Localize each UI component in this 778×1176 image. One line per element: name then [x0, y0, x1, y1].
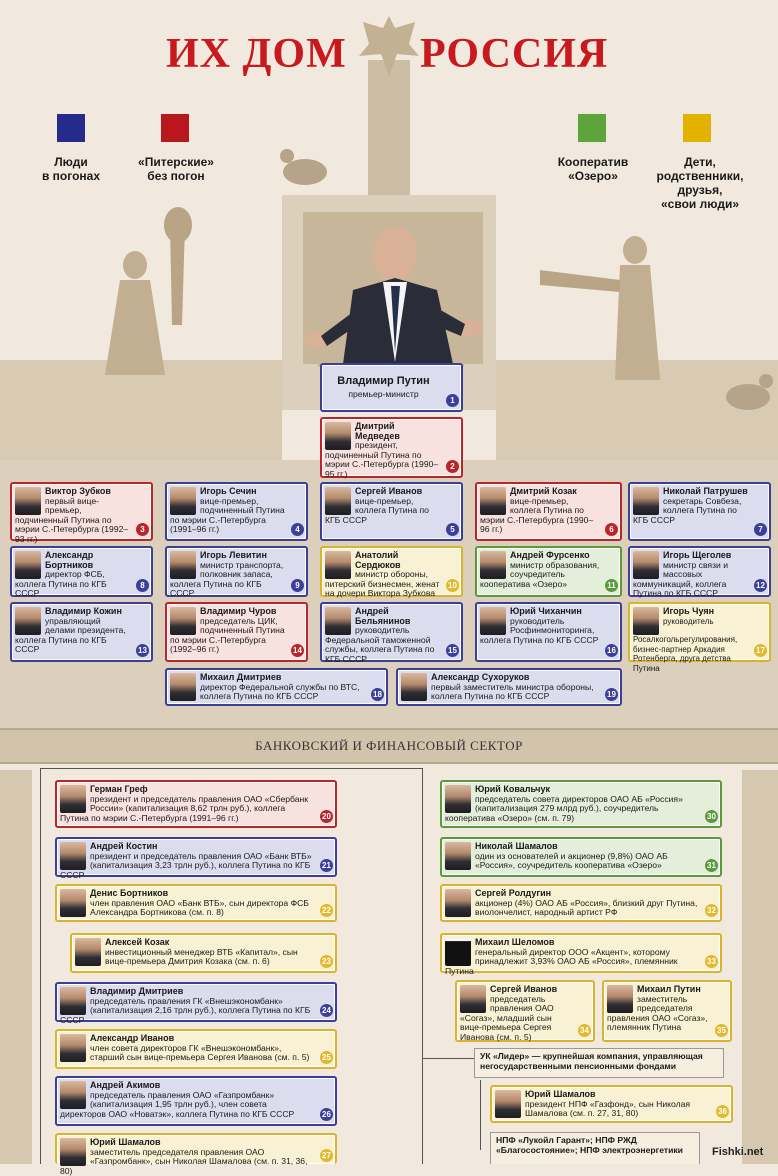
section-title: БАНКОВСКИЙ И ФИНАНСОВЫЙ СЕКТОР: [255, 738, 523, 753]
portrait: [480, 551, 506, 579]
bank-card-22[interactable]: [55, 884, 337, 922]
num-badge: 4: [291, 523, 304, 536]
bank-card-34[interactable]: [455, 980, 595, 1042]
person-desc: председатель правления ОАО «Газпромбанк» (капитализация 1,95 трлн руб.), член совета директоров ОАО «Новатэк», коллега Путина по КГБ СССР: [60, 1089, 295, 1119]
person-name: Юрий Шамалов: [525, 1089, 596, 1099]
portrait: [401, 673, 427, 701]
legend-swatch-green: [578, 114, 606, 142]
person-card-7[interactable]: [628, 482, 771, 541]
num-badge: 19: [605, 688, 618, 701]
bank-card-36[interactable]: [490, 1085, 733, 1123]
right-column: [742, 770, 778, 1164]
num-badge: 24: [320, 1004, 333, 1017]
num-badge: 1: [446, 394, 459, 407]
person-name: Николай Шамалов: [475, 841, 558, 851]
num-badge: 12: [754, 579, 767, 592]
person-name: Дмитрий Козак: [510, 486, 577, 496]
person-desc: министр транспорта, полковник запаса, коллега Путина по КГБ СССР: [170, 559, 284, 599]
num-badge: 30: [705, 810, 718, 823]
portrait: [60, 889, 86, 917]
num-badge: 33: [705, 955, 718, 968]
spire: [368, 60, 410, 195]
person-desc: президент и председатель правления ОАО «Сбербанк России» (капитализация 8,62 трлн руб.), коллега Путина по мэрии С.-Петербурга (1991–96 гг.): [60, 793, 309, 823]
num-badge: 36: [716, 1105, 729, 1118]
person-desc: президент и председатель правления ОАО «Банк ВТБ» (капитализация 3,23 трлн руб.), коллега Путина по КГБ СССР: [60, 850, 312, 880]
person-desc: председатель ЦИК, подчиненный Путина по мэрии С.-Петербурга (1992–96 гг.): [170, 615, 285, 655]
person-desc: один из основателей и акционер (9,8%) ОАО АБ «Россия», соучредитель кооператива «Озеро»: [475, 850, 668, 871]
portrait: [633, 551, 659, 579]
connector-right-trunk: [422, 768, 423, 1164]
person-desc: управляющий делами президента, коллега Путина по КГБ СССР: [15, 615, 126, 655]
person-name: Юрий Чиханчин: [510, 606, 582, 616]
statue-right-icon: [540, 230, 690, 390]
person-desc: министр обороны, питерский бизнесмен, женат на дочери Виктора Зубкова: [325, 569, 440, 599]
portrait: [325, 607, 351, 635]
portrait: [15, 607, 41, 635]
num-badge: 3: [136, 523, 149, 536]
person-desc: первый вице-премьер, подчиненный Путина по мэрии С.-Петербурга (1992–93 гг.): [15, 495, 129, 544]
title-left: ИХ ДОМ: [166, 31, 347, 77]
person-name: Герман Греф: [90, 784, 148, 794]
person-card-13[interactable]: [10, 602, 153, 662]
bank-card-21[interactable]: [55, 837, 337, 880]
person-desc: секретарь Совбеза, коллега Путина по КГБ СССР: [633, 495, 742, 525]
bank-card-23[interactable]: [70, 933, 337, 973]
num-badge: 9: [291, 579, 304, 592]
leader-role: премьер-министр: [348, 389, 419, 399]
num-badge: 25: [320, 1051, 333, 1064]
portrait: [445, 842, 471, 870]
portrait: [170, 551, 196, 579]
person-card-5[interactable]: [320, 482, 463, 541]
person-card-6[interactable]: [475, 482, 622, 541]
num-badge: 15: [446, 644, 459, 657]
person-desc: руководитель Росалкогольрегулирования, бизнес-партнер Аркадия Ротенберга, друга детства Путина: [633, 616, 738, 673]
leader-photo: [303, 212, 483, 364]
person-desc: директор ФСБ, коллега Путина по КГБ СССР: [15, 569, 107, 599]
portrait: [325, 551, 351, 579]
person-name: Андрей Костин: [90, 841, 158, 851]
portrait: [75, 938, 101, 966]
portrait: [170, 673, 196, 701]
num-badge: 14: [291, 644, 304, 657]
npf-info-box: НПФ «Лукойл Гарант»; НПФ РЖД «Благосостояние»; НПФ электроэнергетики: [490, 1132, 700, 1164]
person-card-14[interactable]: [165, 602, 308, 662]
portrait: [60, 785, 86, 813]
statue-left-icon: [90, 205, 200, 385]
left-column: [0, 770, 32, 1164]
lider-info-box: УК «Лидер» — крупнейшая компания, управляющая негосударственными пенсионными фондами: [474, 1048, 724, 1078]
person-name: Михаил Шеломов: [475, 937, 555, 947]
legend-label-red: «Питерские» без погон: [138, 155, 214, 183]
num-badge: 8: [136, 579, 149, 592]
portrait: [480, 487, 506, 515]
num-badge: 32: [705, 904, 718, 917]
num-badge: 23: [320, 955, 333, 968]
watermark: Fishki.net: [712, 1146, 764, 1158]
num-badge: 21: [320, 859, 333, 872]
person-desc: председатель совета директоров ОАО АБ «Россия» (капитализация 279 млрд руб.), соучредитель кооператива «Озеро» (см. п. 79): [445, 793, 683, 823]
silhouette-icon: [445, 938, 471, 966]
person-card-9[interactable]: [165, 546, 308, 597]
person-desc: вице-премьер, коллега Путина по КГБ СССР: [325, 495, 429, 525]
pigeon-right-icon: [718, 365, 778, 420]
bank-card-33[interactable]: [440, 933, 722, 976]
person-card-16[interactable]: [475, 602, 622, 662]
legend-swatch-red: [161, 114, 189, 142]
person-desc: президент НПФ «Газфонд», сын Николая Шамалова (см. п. 27, 31, 80): [525, 1098, 691, 1119]
portrait: [445, 785, 471, 813]
portrait: [445, 889, 471, 917]
bank-card-27[interactable]: [55, 1133, 337, 1176]
portrait: [170, 487, 196, 515]
num-badge: 20: [320, 810, 333, 823]
person-card-3[interactable]: [10, 482, 153, 544]
num-badge: 7: [754, 523, 767, 536]
person-desc: член правления ОАО «Банк ВТБ», сын директора ФСБ Александра Бортникова (см. п. 8): [90, 897, 309, 918]
person-name: Игорь Сечин: [200, 486, 257, 496]
bank-card-31[interactable]: [440, 837, 722, 877]
person-name: Анатолий Сердюков: [355, 550, 401, 570]
person-name: Сергей Иванов: [490, 984, 558, 994]
portrait: [15, 487, 41, 515]
num-badge: 26: [320, 1108, 333, 1121]
portrait: [60, 842, 86, 870]
person-desc: инвестиционный менеджер ВТБ «Капитал», сын вице-премьера Дмитрия Козака (см. п. 6): [105, 946, 298, 967]
num-badge: 5: [446, 523, 459, 536]
bank-card-32[interactable]: [440, 884, 722, 922]
person-card-11[interactable]: [475, 546, 622, 597]
num-badge: 17: [754, 644, 767, 657]
bank-card-25[interactable]: [55, 1029, 337, 1069]
person-card-8[interactable]: [10, 546, 153, 597]
connector-top: [40, 768, 423, 769]
bank-card-20[interactable]: [55, 780, 337, 828]
person-desc: директор Федеральной службы по ВТС, коллега Путина по КГБ СССР: [200, 681, 360, 702]
num-badge: 35: [715, 1024, 728, 1037]
person-card-15[interactable]: [320, 602, 463, 662]
leader-card[interactable]: [320, 363, 463, 412]
person-name: Владимир Кожин: [45, 606, 122, 616]
num-badge: 6: [605, 523, 618, 536]
person-desc: руководитель Федеральной таможенной службы, коллега Путина по КГБ СССР: [325, 625, 435, 664]
person-desc: руководитель Росфинмониторинга, коллега Путина по КГБ СССР: [480, 615, 599, 645]
bank-card-24[interactable]: [55, 982, 337, 1025]
connector-lider-down: [480, 1080, 481, 1150]
person-name: Михаил Путин: [637, 984, 701, 994]
person-name: Игорь Левитин: [200, 550, 267, 560]
portrait: [15, 551, 41, 579]
portrait: [60, 1034, 86, 1062]
portrait: [60, 987, 86, 1015]
num-badge: 27: [320, 1149, 333, 1162]
title-right: РОССИЯ: [420, 31, 609, 77]
person-desc: вице-премьер, подчиненный Путина по мэрии С.-Петербурга (1991–96 гг.): [170, 495, 285, 535]
person-card-18[interactable]: [165, 668, 388, 706]
person-desc: заместитель председателя правления ОАО «Согаз», племянник Путина: [607, 993, 708, 1033]
person-name: Дмитрий Медведев: [355, 421, 400, 441]
person-card-19[interactable]: [396, 668, 622, 706]
person-name: Александр Бортников: [45, 550, 94, 570]
num-badge: 16: [605, 644, 618, 657]
bank-card-30[interactable]: [440, 780, 722, 828]
num-badge: 18: [371, 688, 384, 701]
person-desc: вице-премьер, коллега Путина по мэрии С.-Петербурга (1990–96 гг.): [480, 495, 594, 535]
num-badge: 11: [605, 579, 618, 592]
person-desc: член совета директоров ГК «Внешэкономбанк», старший сын вице-премьера Сергея Иванова (см. п. 5): [90, 1042, 310, 1063]
portrait: [633, 487, 659, 515]
person-desc: председатель правления ГК «Внешэкономбанк» (капитализация 2,16 трлн руб.), коллега Путина по КГБ СССР: [60, 995, 311, 1025]
pigeon-left-icon: [275, 140, 335, 195]
leader-name: Владимир Путин: [337, 375, 430, 387]
person-name: Михаил Дмитриев: [200, 672, 282, 682]
person-desc: министр образования, соучредитель кооператива «Озеро»: [480, 559, 600, 589]
person-name: Игорь Чуян: [663, 606, 715, 616]
num-badge: 22: [320, 904, 333, 917]
legend-label-yellow: Дети, родственники, друзья, «свои люди»: [656, 155, 744, 211]
person-desc: президент, подчиненный Путина по мэрии С.-Петербурга (1990–95 гг.): [325, 440, 439, 479]
portrait: [170, 607, 196, 635]
person-card-12[interactable]: [628, 546, 771, 597]
person-name: Виктор Зубков: [45, 486, 111, 496]
connector-lider: [422, 1058, 474, 1059]
person-desc: председатель правления ОАО «Согаз», младший сын вице-премьера Сергея Иванова (см. п. 5): [460, 993, 554, 1042]
legend-swatch-yellow: [683, 114, 711, 142]
person-desc: генеральный директор ООО «Акцент», которому принадлежит 3,93% ОАО АБ «Россия», племянник Путина: [445, 946, 678, 976]
portrait: [60, 1081, 86, 1109]
person-card-4[interactable]: [165, 482, 308, 541]
person-name: Сергей Ролдугин: [475, 888, 552, 898]
person-desc: заместитель председателя правления ОАО «Газпромбанк», сын Николая Шамалова (см. п. 31, 36, 80): [60, 1146, 308, 1176]
person-name: Юрий Шамалов: [90, 1137, 161, 1147]
portrait: [325, 422, 351, 450]
person-name: Денис Бортников: [90, 888, 169, 898]
portrait: [607, 985, 633, 1013]
person-desc: акционер (4%) ОАО АБ «Россия», близкий друг Путина, виолончелист, народный артист РФ: [475, 897, 698, 918]
legend-swatch-blue: [57, 114, 85, 142]
person-name: Александр Иванов: [90, 1033, 175, 1043]
portrait: [495, 1090, 521, 1118]
person-name: Игорь Щеголев: [663, 550, 732, 560]
num-badge: 34: [578, 1024, 591, 1037]
emblem-icon: [355, 10, 423, 80]
bank-card-35[interactable]: [602, 980, 732, 1042]
person-card-17[interactable]: [628, 602, 771, 673]
person-card-2[interactable]: [320, 417, 463, 478]
person-card-10[interactable]: [320, 546, 463, 597]
person-name: Александр Сухоруков: [431, 672, 530, 682]
person-name: Андрей Фурсенко: [510, 550, 590, 560]
person-name: Николай Патрушев: [663, 486, 748, 496]
portrait: [633, 607, 659, 635]
portrait: [480, 607, 506, 635]
num-badge: 10: [446, 579, 459, 592]
portrait: [460, 985, 486, 1013]
person-name: Владимир Дмитриев: [90, 986, 184, 996]
connector-left-trunk: [40, 768, 41, 1164]
portrait: [325, 487, 351, 515]
person-name: Сергей Иванов: [355, 486, 423, 496]
num-badge: 13: [136, 644, 149, 657]
portrait: [60, 1138, 86, 1166]
person-name: Алексей Козак: [105, 937, 170, 947]
legend-label-green: Кооператив «Озеро»: [557, 155, 629, 183]
person-name: Андрей Бельянинов: [355, 606, 411, 626]
num-badge: 31: [705, 859, 718, 872]
bank-card-26[interactable]: [55, 1076, 337, 1126]
legend-label-blue: Люди в погонах: [41, 155, 101, 183]
person-desc: министр связи и массовых коммуникаций, коллега Путина по КГБ СССР: [633, 559, 729, 599]
person-name: Юрий Ковальчук: [475, 784, 550, 794]
person-desc: первый заместитель министра обороны, коллега Путина по КГБ СССР: [431, 681, 594, 702]
person-name: Владимир Чуров: [200, 606, 277, 616]
person-name: Андрей Акимов: [90, 1080, 161, 1090]
num-badge: 2: [446, 460, 459, 473]
